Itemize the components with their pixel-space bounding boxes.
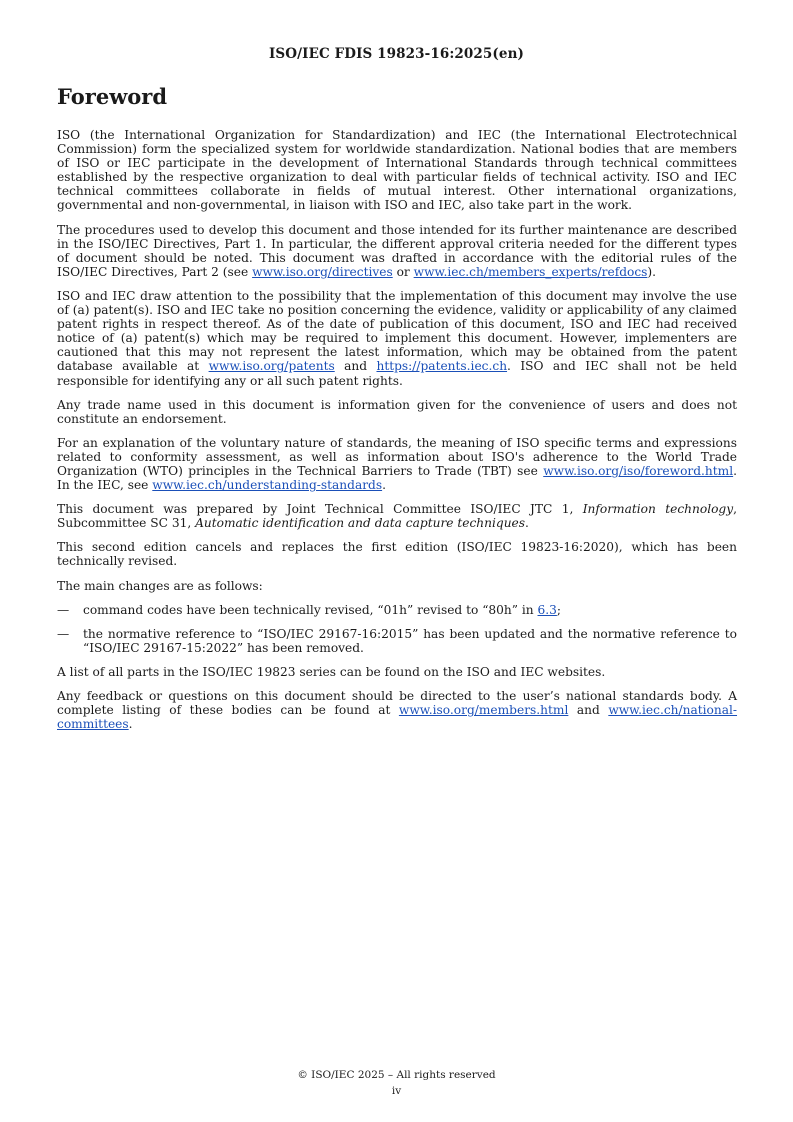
- link-iso-patents[interactable]: www.iso.org/patents: [208, 359, 335, 374]
- paragraph-text: ).: [647, 264, 657, 279]
- link-iec-patents[interactable]: https://patents.iec.ch: [376, 359, 508, 374]
- paragraph-voluntary-nature: [57, 436, 737, 492]
- foreword-body: [57, 128, 737, 741]
- paragraph-trade-name: Any trade name used in this document is information given for the convenience of users and does not constitute an endorsement.: [57, 397, 737, 426]
- paragraph-text: .: [128, 717, 133, 732]
- link-iso-members[interactable]: www.iso.org/members.html: [398, 703, 569, 718]
- copyright-notice: © ISO/IEC 2025 – All rights reserved: [297, 1069, 496, 1081]
- paragraph-procedures: [57, 223, 737, 279]
- page-title: Foreword: [57, 84, 168, 109]
- paragraph-committee: [57, 502, 737, 530]
- paragraph-text: ISO and IEC draw attention to the possibility that the implementation of this document may involve the use of (a) patent(s). ISO and IEC take no position concerning the evidence, validity or applicability of any claimed patent rights in respect thereof. As of the date of publication of this document, ISO and IEC had received notice of (a) patent(s) which may be required to implement this document. However, implementers are cautioned that this may not represent the latest information, which may be obtained from the patent database available at: [57, 288, 737, 374]
- list-item-text: the normative reference to “ISO/IEC 29167-16:2015” has been updated and the normative reference to “ISO/IEC 29167-15:2022” has been removed.: [83, 626, 737, 655]
- paragraph-text: . In the IEC, see: [57, 463, 737, 493]
- paragraph-text: and: [568, 703, 609, 718]
- changes-list: [57, 603, 737, 655]
- italic-text: Information technology: [582, 502, 734, 517]
- paragraph-edition: This second edition cancels and replaces the first edition (ISO/IEC 19823-16:2020), which has been technically revised.: [57, 540, 737, 569]
- page-footer: [0, 1067, 793, 1099]
- paragraph-text: , Subcommittee SC 31,: [57, 502, 737, 531]
- paragraph-feedback: [57, 689, 737, 731]
- link-iec-national-committees[interactable]: www.iec.ch/national-committees: [57, 703, 738, 732]
- dash-bullet: —: [57, 626, 70, 641]
- paragraph-text: .: [525, 516, 529, 531]
- paragraph-series-parts: A list of all parts in the ISO/IEC 19823 series can be found on the ISO and IEC websites.: [57, 664, 606, 679]
- italic-text: Automatic identification and data capture techniques: [195, 516, 526, 531]
- paragraph-changes-intro: The main changes are as follows:: [57, 578, 263, 593]
- link-clause-6-3[interactable]: 6.3: [537, 602, 557, 617]
- list-item-text: ;: [556, 602, 562, 617]
- link-iec-understanding-standards[interactable]: www.iec.ch/understanding-standards: [152, 478, 383, 493]
- link-iec-refdocs[interactable]: www.iec.ch/members_experts/refdocs: [413, 264, 648, 279]
- paragraph-text: This document was prepared by Joint Technical Committee ISO/IEC JTC 1,: [57, 502, 583, 517]
- paragraph-organizations: ISO (the International Organization for Standardization) and IEC (the International Electrotechnical Commission) form the specialized system for worldwide standardization. National bodies that are members of ISO or IEC participate in the development of International Standards through technical committees established by the respective organization to deal with particular fields of technical activity. ISO and IEC technical committees collaborate in fields of mutual interest. Other international organizations, governmental and non-governmental, in liaison with ISO and IEC, also take part in the work.: [57, 128, 737, 213]
- paragraph-text: .: [382, 478, 386, 493]
- paragraph-text: . ISO and IEC shall not be held responsible for identifying any or all such patent rights.: [57, 359, 737, 388]
- list-item-text: command codes have been technically revised, “01h” revised to “80h” in: [83, 602, 538, 617]
- paragraph-text: Any feedback or questions on this document should be directed to the user’s national standards body. A complete listing of these bodies can be found at: [57, 689, 737, 718]
- document-header: ISO/IEC FDIS 19823-16:2025(en): [269, 46, 524, 62]
- dash-bullet: —: [57, 602, 70, 617]
- page-number: iv: [391, 1085, 402, 1097]
- paragraph-text: or: [392, 264, 414, 279]
- paragraph-text: For an explanation of the voluntary nature of standards, the meaning of ISO specific terms and expressions related to conformity assessment, as well as information about ISO's adherence to the World Trade Organization (WTO) principles in the Technical Barriers to Trade (TBT) see: [57, 435, 737, 478]
- paragraph-text: and: [334, 359, 377, 374]
- link-iso-foreword[interactable]: www.iso.org/iso/foreword.html: [543, 463, 734, 478]
- list-item: [57, 603, 737, 617]
- paragraph-text: The procedures used to develop this document and those intended for its further maintenance are described in the ISO/IEC Directives, Part 1. In particular, the different approval criteria needed for the different types of document should be noted. This document was drafted in accordance with the editorial rules of the ISO/IEC Directives, Part 2 (see: [57, 222, 737, 279]
- list-item: [57, 627, 737, 655]
- link-iso-directives[interactable]: www.iso.org/directives: [252, 264, 393, 279]
- paragraph-patents: [57, 289, 737, 388]
